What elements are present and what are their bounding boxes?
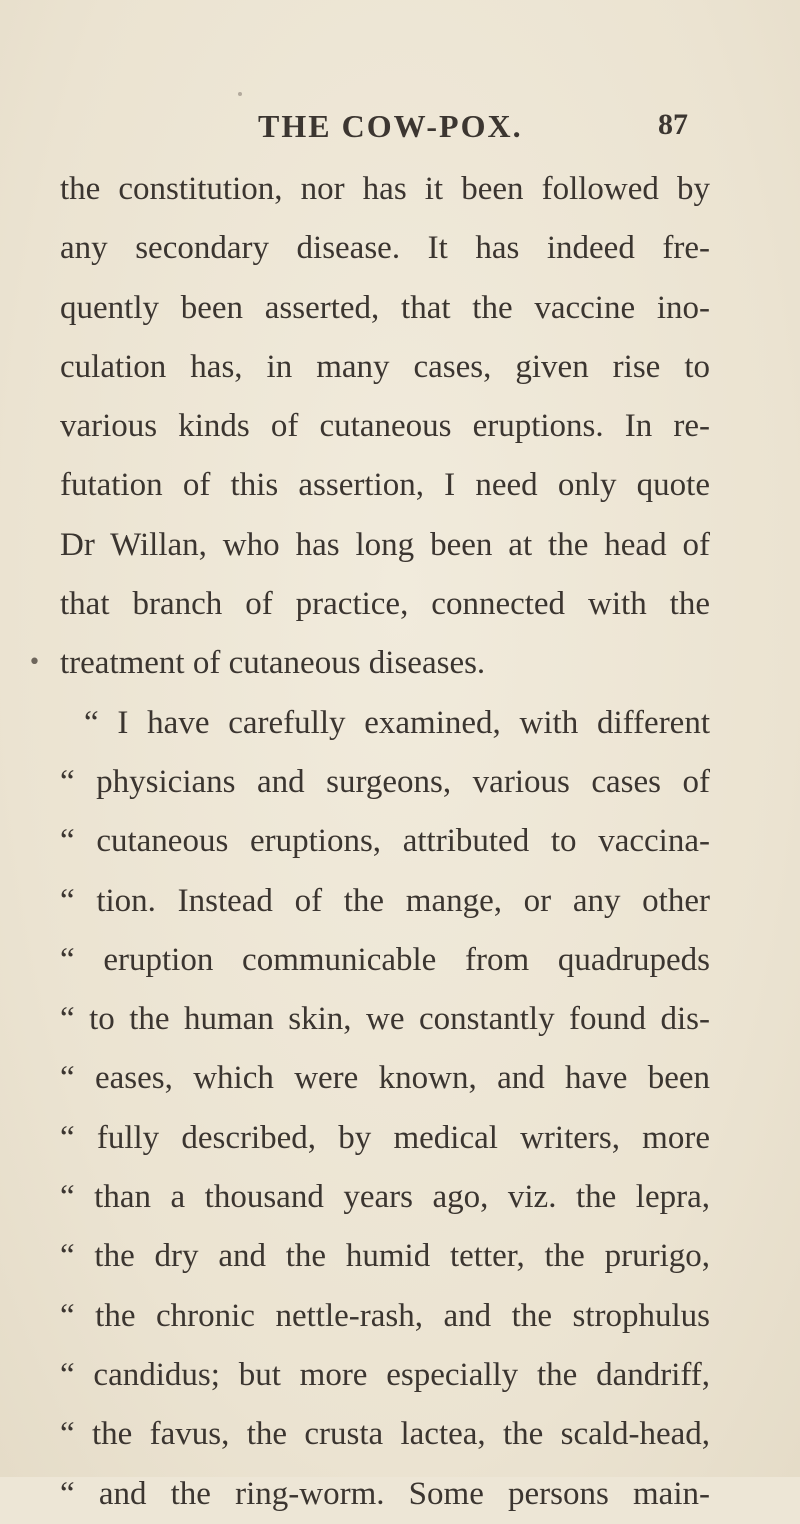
text-line: treatment of cutaneous diseases.: [60, 645, 486, 682]
text-line: the constitution, nor has it been followed by: [60, 171, 710, 207]
page-number: 87: [658, 108, 688, 141]
running-title: THE COW-POX.: [258, 108, 523, 144]
paper-speck: [238, 92, 242, 96]
text-line: “ to the human skin, we constantly found dis-: [60, 1001, 710, 1038]
text-line: “ physicians and surgeons, various cases of: [60, 763, 710, 800]
text-line: “ I have carefully examined, with different: [84, 704, 710, 741]
text-line: Dr Willan, who has long been at the head of: [60, 526, 710, 563]
body-text: [60, 160, 710, 1524]
text-line: “ fully described, by medical writers, more: [60, 1119, 710, 1156]
text-line: “ tion. Instead of the mange, or any other: [60, 882, 710, 919]
text-line: “ eruption communicable from quadrupeds: [60, 941, 710, 978]
text-line: futation of this assertion, I need only quote: [60, 467, 710, 504]
text-line: culation has, in many cases, given rise to: [60, 348, 710, 385]
text-line: “ and the ring-worm. Some persons main-: [60, 1475, 710, 1512]
text-line: quently been asserted, that the vaccine ino-: [60, 289, 710, 326]
text-line: “ the chronic nettle-rash, and the strophulus: [60, 1297, 710, 1334]
text-line: “ the dry and the humid tetter, the prurigo,: [60, 1238, 710, 1275]
text-line: “ candidus; but more especially the dandriff,: [60, 1356, 710, 1393]
text-line: “ eases, which were known, and have been: [60, 1060, 710, 1097]
text-line: “ than a thousand years ago, viz. the lepra,: [60, 1179, 710, 1216]
text-line: various kinds of cutaneous eruptions. In re-: [60, 408, 710, 445]
text-line: any secondary disease. It has indeed fre-: [60, 230, 710, 267]
text-line: “ cutaneous eruptions, attributed to vaccina-: [60, 823, 710, 860]
text-line: that branch of practice, connected with the: [60, 586, 710, 623]
margin-mark: •: [28, 650, 41, 675]
text-line: “ the favus, the crusta lactea, the scald-head,: [60, 1416, 710, 1453]
page-header: [0, 108, 800, 152]
